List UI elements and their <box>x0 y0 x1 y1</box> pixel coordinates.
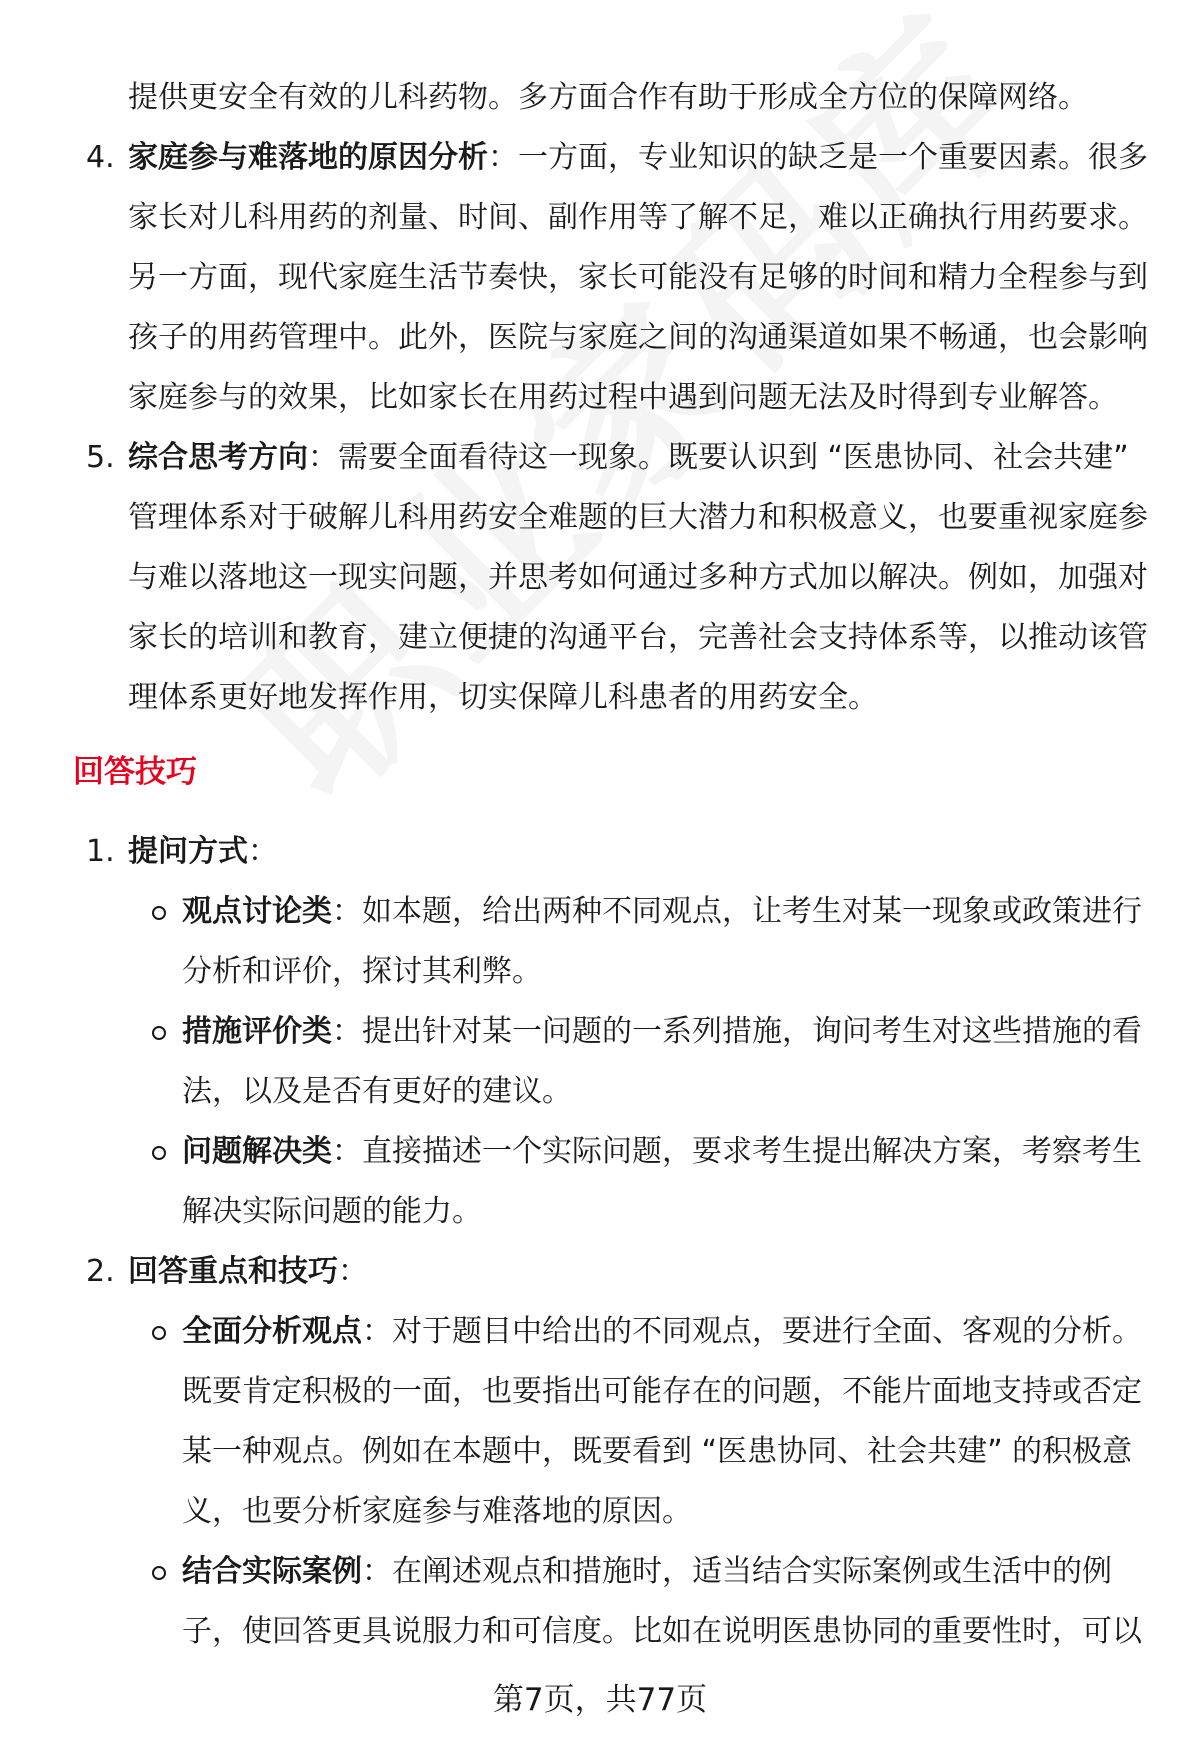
page-footer: 第7页，共77页 <box>492 1682 708 1718</box>
bullet-circle <box>152 1326 166 1340</box>
tips1-title: 提问方式 <box>128 834 248 869</box>
tips1-sub3-title: 问题解决类 <box>182 1134 332 1169</box>
tips1-sub1-title: 观点讨论类 <box>182 894 332 929</box>
tips1-sub3-line2: 解决实际问题的能力。 <box>182 1194 482 1229</box>
item4-line1-text: ：一方面，专业知识的缺乏是一个重要因素。很多 <box>488 140 1148 175</box>
tips1-sub1-line2: 分析和评价，探讨其利弊。 <box>182 954 542 989</box>
tips2-sub2-title: 结合实际案例 <box>182 1554 362 1589</box>
tips2-sub1-text: ：对于题目中给出的不同观点，要进行全面、客观的分析。 <box>362 1314 1142 1349</box>
tips2-sub1-line4: 义，也要分析家庭参与难落地的原因。 <box>182 1494 692 1529</box>
item4-line5: 家庭参与的效果，比如家长在用药过程中遇到问题无法及时得到专业解答。 <box>128 380 1118 415</box>
item4-line4: 孩子的用药管理中。此外，医院与家庭之间的沟通渠道如果不畅通，也会影响 <box>128 320 1148 355</box>
tips2-heading <box>128 1252 368 1292</box>
bullet-circle <box>152 906 166 920</box>
tips2-sub2-text: ：在阐述观点和措施时，适当结合实际案例或生活中的例 <box>362 1554 1112 1589</box>
tips2-sub1-title: 全面分析观点 <box>182 1314 362 1349</box>
tips2-sub1-line3: 某一种观点。例如在本题中，既要看到 “医患协同、社会共建” 的积极意 <box>182 1434 1133 1469</box>
tips1-colon: ： <box>248 834 278 869</box>
item5-line3: 与难以落地这一现实问题，并思考如何通过多种方式加以解决。例如，加强对 <box>128 560 1148 595</box>
tips2-sub1-line2: 既要肯定积极的一面，也要指出可能存在的问题，不能片面地支持或否定 <box>182 1374 1142 1409</box>
tips1-sub3-line1 <box>182 1132 1142 1172</box>
tips2-title: 回答重点和技巧 <box>128 1254 338 1289</box>
tips1-sub1-text: ：如本题，给出两种不同观点，让考生对某一现象或政策进行 <box>332 894 1142 929</box>
tips2-number: 2. <box>86 1254 115 1289</box>
item5-title: 综合思考方向 <box>128 440 308 475</box>
item4-number: 4. <box>86 140 115 175</box>
section-heading: 回答技巧 <box>73 754 197 790</box>
item5-line1 <box>128 438 1129 478</box>
item4-line3: 另一方面，现代家庭生活节奏快，家长可能没有足够的时间和精力全程参与到 <box>128 260 1148 295</box>
bullet-circle <box>152 1566 166 1580</box>
bullet-circle <box>152 1146 166 1160</box>
item5-line5: 理体系更好地发挥作用，切实保障儿科患者的用药安全。 <box>128 680 878 715</box>
tips1-sub1-line1 <box>182 892 1142 932</box>
tips1-number: 1. <box>86 834 115 869</box>
tips1-sub2-text: ：提出针对某一问题的一系列措施，询问考生对这些措施的看 <box>332 1014 1142 1049</box>
tips1-sub3-text: ：直接描述一个实际问题，要求考生提出解决方案，考察考生 <box>332 1134 1142 1169</box>
item3-tail-line: 提供更安全有效的儿科药物。多方面合作有助于形成全方位的保障网络。 <box>128 80 1088 115</box>
item5-number: 5. <box>86 440 115 475</box>
tips2-sub1-line1 <box>182 1312 1142 1352</box>
item4-line1 <box>128 138 1148 178</box>
bullet-circle <box>152 1026 166 1040</box>
item4-line2: 家长对儿科用药的剂量、时间、副作用等了解不足，难以正确执行用药要求。 <box>128 200 1148 235</box>
tips2-sub2-line2: 子，使回答更具说服力和可信度。比如在说明医患协同的重要性时，可以 <box>182 1614 1142 1649</box>
tips1-heading <box>128 832 278 872</box>
tips2-colon: ： <box>338 1254 368 1289</box>
item5-line4: 家长的培训和教育，建立便捷的沟通平台，完善社会支持体系等，以推动该管 <box>128 620 1148 655</box>
item5-line2: 管理体系对于破解儿科用药安全难题的巨大潜力和积极意义，也要重视家庭参 <box>128 500 1148 535</box>
item4-title: 家庭参与难落地的原因分析 <box>128 140 488 175</box>
tips2-sub2-line1 <box>182 1552 1112 1592</box>
tips1-sub2-line2: 法，以及是否有更好的建议。 <box>182 1074 572 1109</box>
tips1-sub2-title: 措施评价类 <box>182 1014 332 1049</box>
tips1-sub2-line1 <box>182 1012 1142 1052</box>
item5-line1-text: ：需要全面看待这一现象。既要认识到 “医患协同、社会共建” <box>308 440 1129 475</box>
